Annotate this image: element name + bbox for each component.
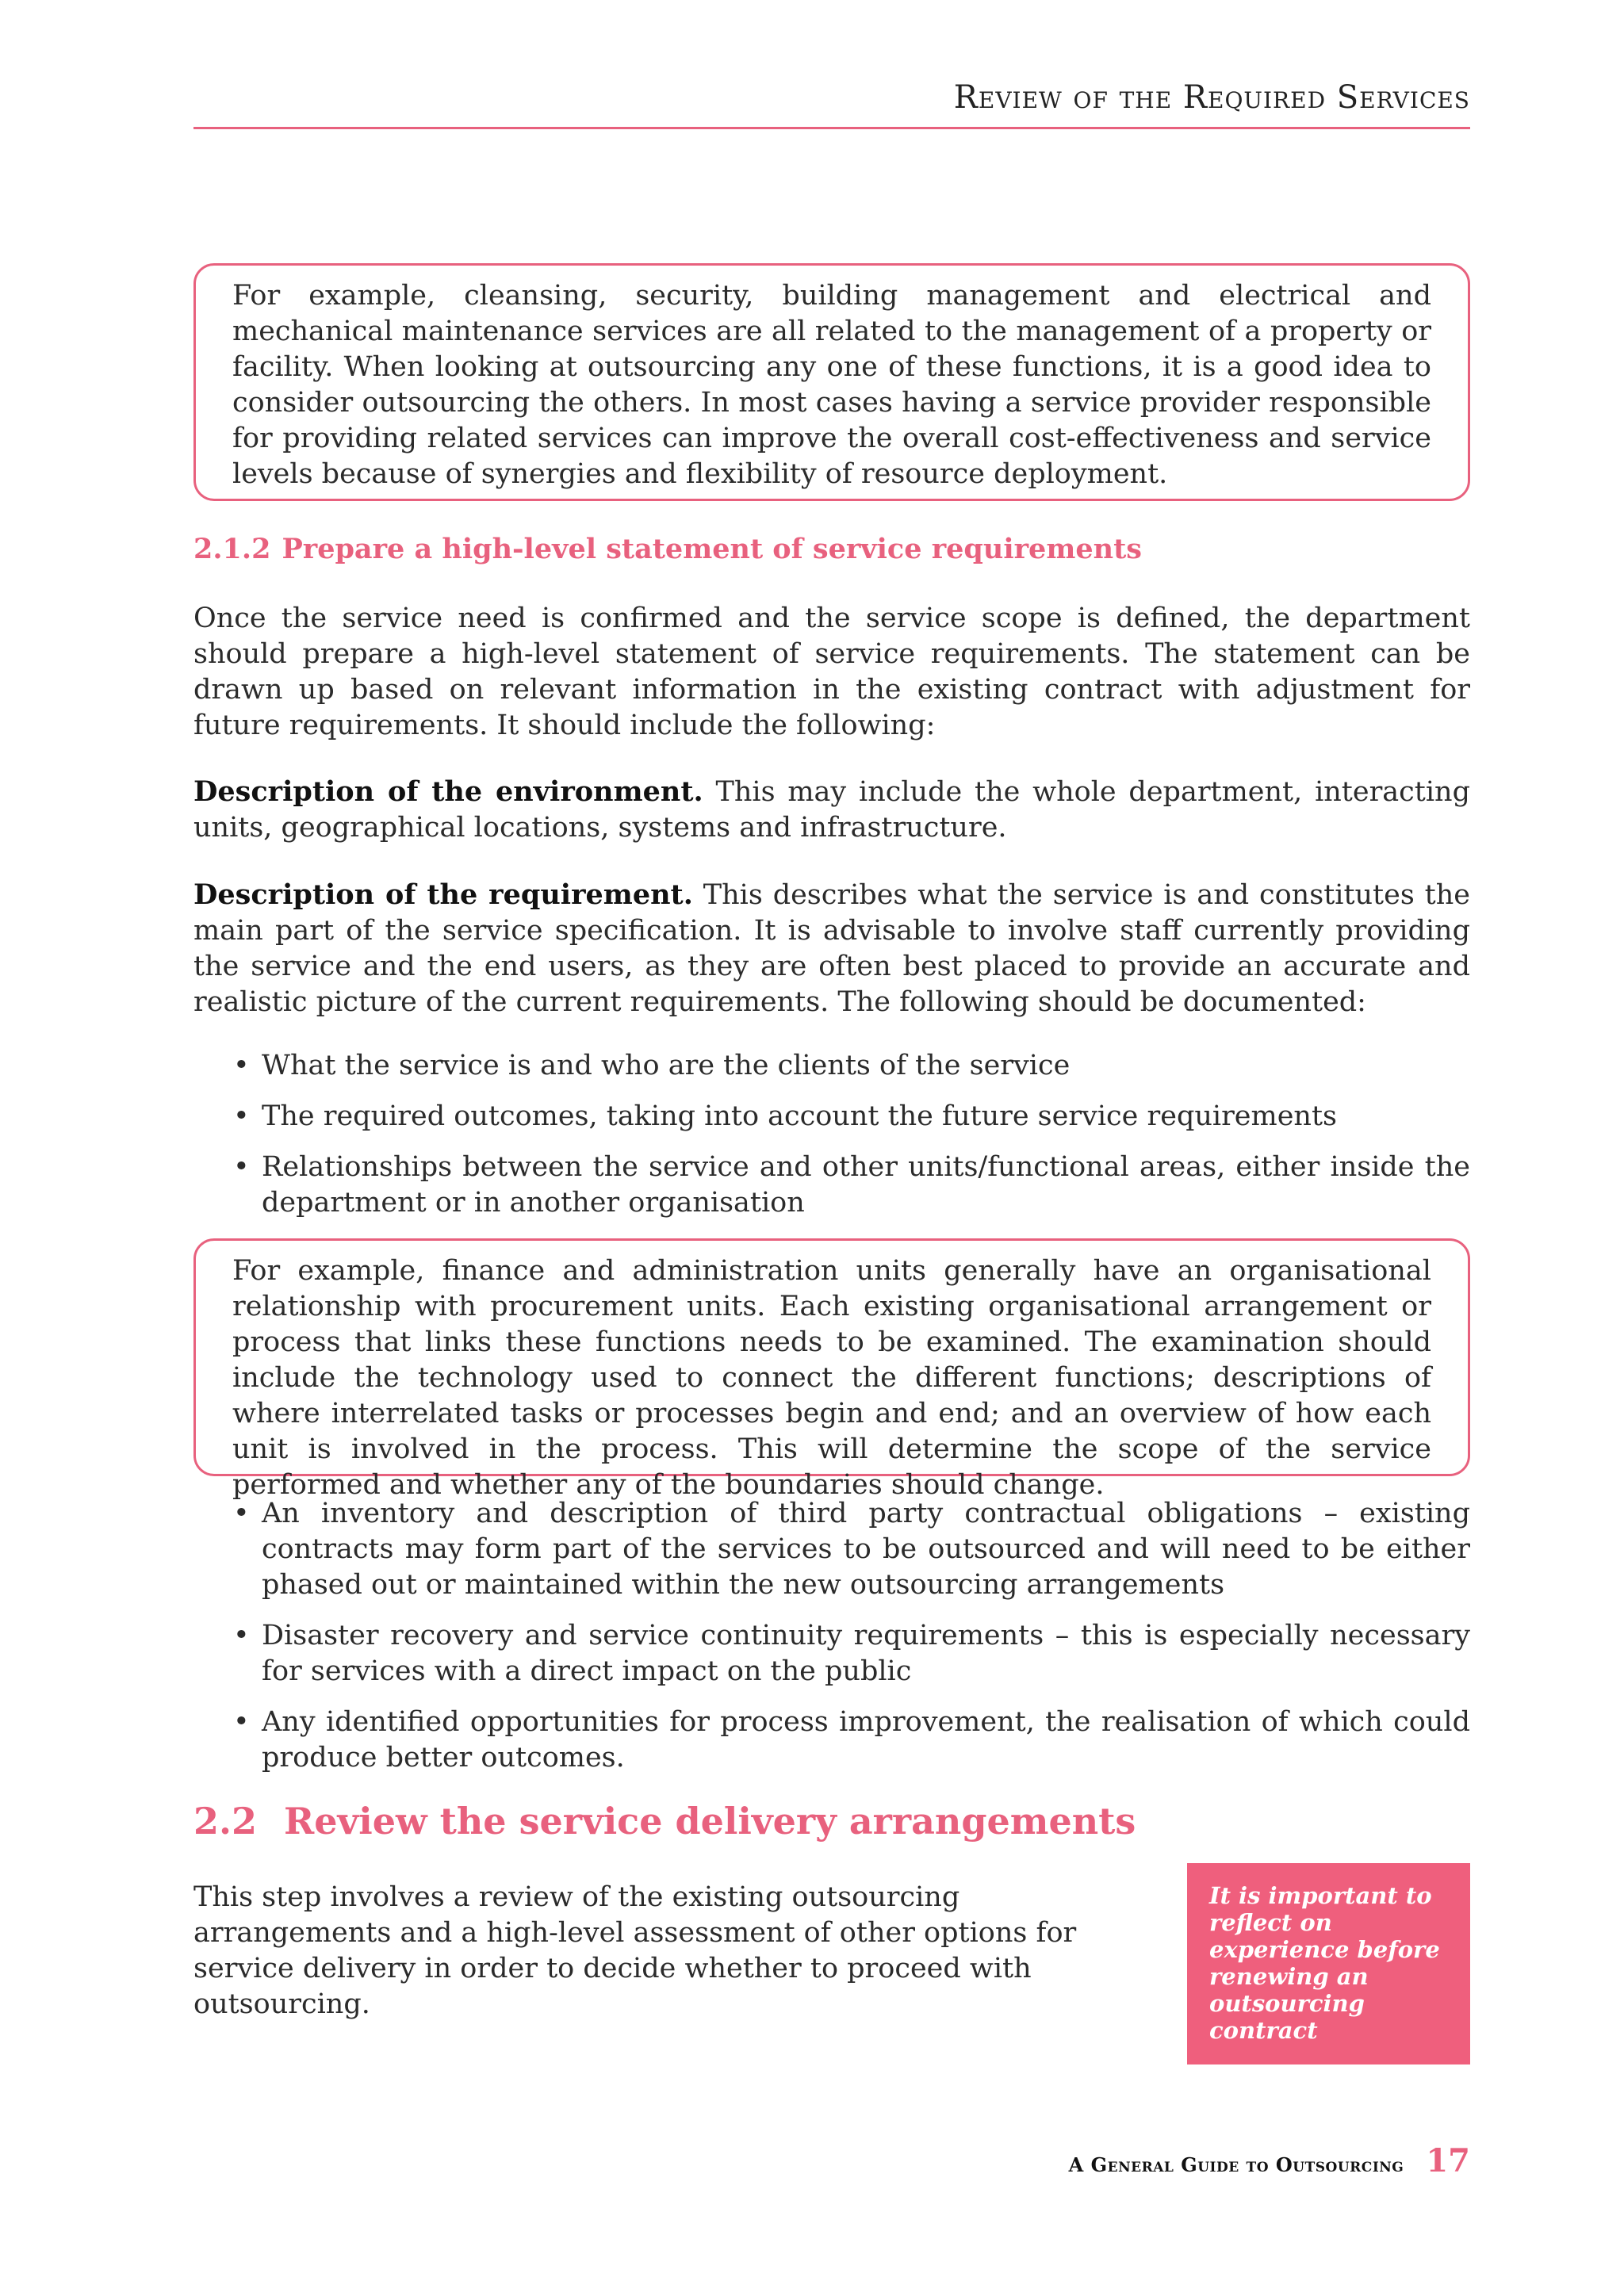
running-header: Review of the Required Services — [953, 79, 1470, 116]
list-item — [193, 1705, 1470, 1776]
bullet-icon: • — [233, 1050, 250, 1081]
list-item — [193, 1618, 1470, 1689]
environment-lead: Description of the environment. — [193, 775, 703, 808]
list-item-text: Any identified opportunities for process improvement, the realisation of which could produce better outcomes. — [262, 1706, 1470, 1774]
bullet-icon: • — [233, 1620, 250, 1651]
list-item — [193, 1150, 1470, 1221]
bullet-icon: • — [233, 1151, 250, 1183]
list-item-text: Relationships between the service and other units/functional areas, either inside the department or in another organisation — [262, 1151, 1470, 1219]
footer-title: A General Guide to Outsourcing — [1068, 2153, 1404, 2176]
intro-paragraph: Once the service need is confirmed and the service scope is defined, the department should prepare a high-level statement of service requirements. The statement can be drawn up based on relevant information in the existing contract with adjustment for future requirements. It should include the following: — [193, 603, 1470, 741]
list-item — [193, 1048, 1470, 1084]
list-item-text: The required outcomes, taking into account the future service requirements — [262, 1100, 1337, 1132]
list-item — [193, 1099, 1470, 1135]
page-footer — [1069, 2142, 1470, 2179]
bullet-icon: • — [233, 1100, 250, 1132]
list-item-text: Disaster recovery and service continuity requirements – this is especially necessary for services with a direct impact on the public — [262, 1620, 1470, 1687]
page-number: 17 — [1426, 2142, 1470, 2179]
intro-paragraph-block — [193, 601, 1470, 744]
sidebar-note — [1187, 1863, 1470, 2064]
subsection-title: Prepare a high-level statement of service requirements — [282, 533, 1142, 565]
list-item — [193, 1496, 1470, 1603]
header-rule — [193, 127, 1470, 129]
callout-text: For example, cleansing, security, building management and electrical and mechanical maintenance services are all related to the management of a property or facility. When looking at outsourcing any one of these functions, it is a good idea to consider outsourcing the others. In most cases having a service provider responsible for providing related services can improve the overall cost-effectiveness and service levels because of synergies and flexibility of resource deployment. — [232, 280, 1431, 490]
subsection-heading — [193, 533, 1142, 565]
section-title: Review the service delivery arrangements — [284, 1800, 1136, 1843]
subsection-number: 2.1.2 — [193, 533, 271, 565]
bullet-icon: • — [233, 1706, 250, 1738]
environment-text: This may include the whole department, interacting units, geographical locations, systems and infrastructure. — [193, 776, 1470, 844]
list-item-text: An inventory and description of third party contractual obligations – existing contracts may form part of the services to be outsourced and will need to be either phased out or maintained within the new outsourcing arrangements — [262, 1498, 1470, 1601]
section-paragraph: This step involves a review of the existing outsourcing arrangements and a high-level assessment of other options for service delivery in order to decide whether to proceed with outsourcing. — [193, 1881, 1077, 2020]
environment-paragraph — [193, 774, 1470, 846]
example-callout-box — [193, 263, 1470, 501]
requirements-bullet-list — [193, 1048, 1470, 1236]
requirement-lead: Description of the requirement. — [193, 878, 693, 911]
list-item-text: What the service is and who are the clients of the service — [262, 1050, 1071, 1081]
sidebar-note-text: It is important to reflect on experience before renewing an outsourcing contract — [1209, 1882, 1440, 2044]
section-number: 2.2 — [193, 1800, 258, 1843]
example-callout-box — [193, 1238, 1470, 1501]
bullet-icon: • — [233, 1498, 250, 1529]
environment-paragraph-block — [193, 774, 1470, 846]
requirement-paragraph-block — [193, 877, 1470, 1020]
additional-bullet-list — [193, 1496, 1470, 1791]
callout-text: For example, finance and administration units generally have an organisational relationship with procurement units. Each existing organisational arrangement or process that links these functions needs to be examined. The examination should include the technology used to connect the different functions; descriptions of where interrelated tasks or processes begin and end; and an overview of how each unit is involved in the process. This will determine the scope of the service performed and whether any of the boundaries should change. — [232, 1255, 1431, 1501]
requirement-text: This describes what the service is and constitutes the main part of the service specification. It is advisable to involve staff currently providing the service and the end users, as they are often best placed to provide an accurate and realistic picture of the current requirements. The following should be documented: — [193, 879, 1470, 1018]
requirement-paragraph — [193, 877, 1470, 1020]
section-heading — [193, 1800, 1136, 1843]
